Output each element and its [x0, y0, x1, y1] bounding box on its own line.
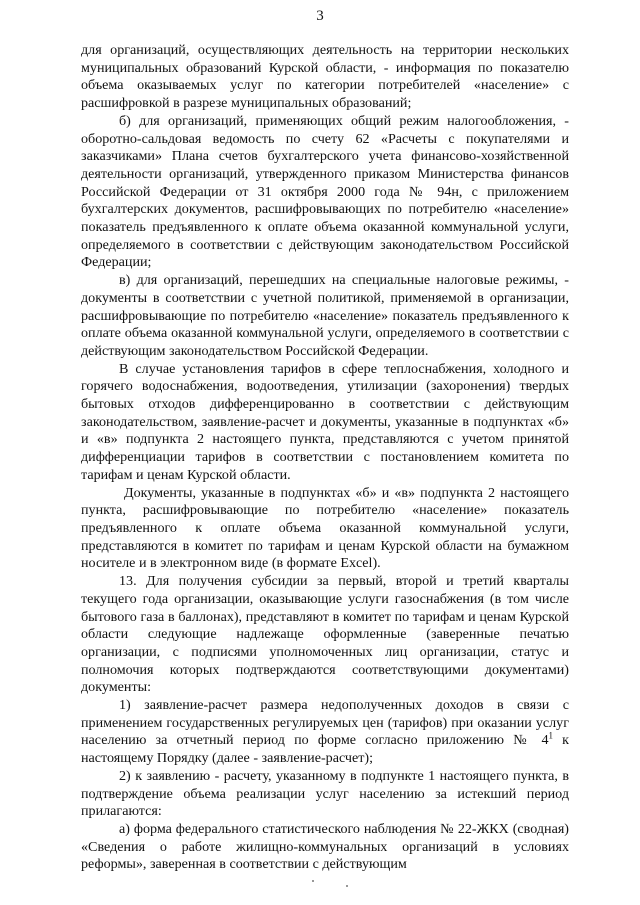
document-body [81, 42, 569, 874]
paragraph-item-1 [81, 697, 569, 768]
paragraph-general-tax-regime: б) для организаций, применяющих общий режим налогообложения, - оборотно-сальдовая ведомость по счету 62 «Расчеты с покупателями и заказчиками» Плана счетов бухгалтерского учета финансово-хозяйственной деятельности организаций, утвержденного приказом Министерства финансов Российской Федерации от 31 октября 2000 года № 94н, с приложением бухгалтерских документов, расшифровывающих по потребителю «население» показатель предъявленного к оплате объема оказанной коммунальной услуги, определяемого в соответствии с действующим законодательством Российской Федерации; [81, 112, 569, 271]
scan-artifact-dot [346, 885, 348, 887]
paragraph-differentiated-tariffs: В случае установления тарифов в сфере теплоснабжения, холодного и горячего водоснабжения, водоотведения, утилизации (захоронения) твердых бытовых отходов дифференцированно в соответствии с действующим законодательством, заявление-расчет и документы, указанные в подпунктах «б» и «в» подпункта 2 настоящего пункта, представляются с учетом принятой дифференциации тарифов в соответствии с постановлением комитета по тарифам и ценам Курской области. [81, 360, 569, 483]
paragraph-municipal-info: для организаций, осуществляющих деятельность на территории нескольких муниципальных образований Курской области, - информация по показателю объема оказываемых услуг по категории потребителей «население» с расшифровкой в разрезе муниципальных образований; [81, 42, 569, 112]
paragraph-special-tax-regime: в) для организаций, перешедших на специальные налоговые режимы, - документы в соответствии с учетной политикой, применяемой в организации, расшифровывающие по потребителю «население» показатель предъявленного к оплате объема оказанной коммунальной услуги, определяемого в соответствии с действующим законодательством Российской Федерации. [81, 272, 569, 359]
item-1-superscript: 1 [548, 730, 553, 741]
item-1-text-after: к настоящему Порядку (далее - заявление-расчет); [81, 732, 569, 767]
paragraph-section-13: 13. Для получения субсидии за первый, второй и третий кварталы текущего года организации, оказывающие услуги газоснабжения (в том числе бытового газа в баллонах), представляют в комитет по тарифам и ценам Курской области следующие надлежаще оформленные (заверенные печатью организации, с подписями уполномоченных лиц организации, статус и полномочия которых подтверждаются соответствующими документами) документы: [81, 573, 569, 696]
scan-artifact-dot [312, 880, 314, 882]
page-number: 3 [316, 8, 324, 24]
paragraph-item-2: 2) к заявлению - расчету, указанному в подпункте 1 настоящего пункта, в подтверждение объема реализации услуг населению за истекший период прилагаются: [81, 767, 569, 820]
paragraph-item-2a: а) форма федерального статистического наблюдения № 22-ЖКХ (сводная) «Сведения о работе жилищно-коммунальных организаций в условиях реформы», заверенная в соответствии с действующим [81, 820, 569, 873]
item-1-text-before: 1) заявление-расчет размера недополученных доходов в связи с применением государственных регулируемых цен (тарифов) при оказании услуг населению за отчетный период по форме согласно приложению № 4 [81, 697, 569, 749]
paragraph-documents-submission: Документы, указанные в подпунктах «б» и «в» подпункта 2 настоящего пункта, расшифровывающие по потребителю «население» показатель предъявленного к оплате объема оказанной коммунальной услуги, представляются в комитет по тарифам и ценам Курской области на бумажном носителе и в электронном виде (в формате Excel). [81, 484, 569, 572]
